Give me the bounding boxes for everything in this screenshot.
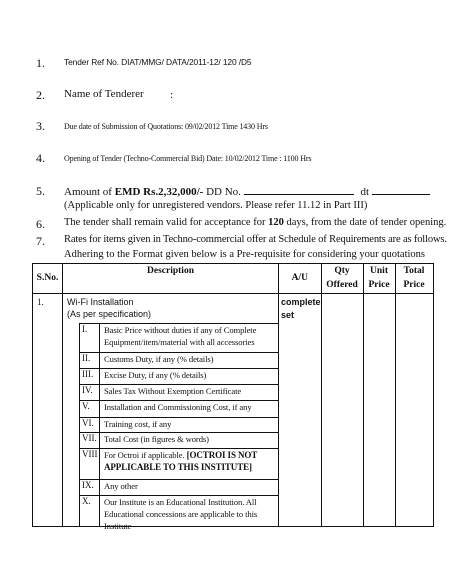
item-number-6: 6. [36,217,45,231]
item-title: Wi-Fi Installation (As per specification) [67,297,152,319]
list-item: VII. Total Cost (in figures & words) [80,432,278,448]
validity-line [64,217,446,228]
row-description [63,294,279,531]
item-number-5: 5. [36,184,45,198]
emd-amount-line [64,184,430,198]
rates-line-1: Rates for items given in Techno-commercial offer at Schedule of Requirements are as follows. [64,234,447,245]
list-item: II. Customs Duty, if any (% details) [80,352,278,368]
name-of-tenderer-colon: : [170,89,174,101]
name-of-tenderer-label: Name of Tenderer [64,88,144,100]
list-item: VI. Training cost, if any [80,417,278,432]
header-sno: S.No. [33,264,63,294]
requirements-table [32,263,434,531]
row-unit-price [363,294,395,527]
header-description: Description [63,264,279,294]
validity-days: 120 [268,217,284,228]
rates-line-2: Adhering to the Format given below is a Pre-requisite for considering your quotations [64,249,426,260]
tender-opening-date: Opening of Tender (Techno-Commercial Bid) Date: 10/02/2012 Time : 1100 Hrs [64,154,312,163]
item-number-4: 4. [36,151,45,165]
submission-due-date: Due date of Submission of Quotations: 09/02/2012 Time 1430 Hrs [64,122,268,131]
list-item: IX. Any other [80,479,278,495]
table-header-row [33,264,434,294]
validity-text-pre: The tender shall remain valid for acceptance for [64,217,269,228]
emd-text-pre: Amount of [64,186,115,198]
tender-ref-no: Tender Ref No. DIAT/MMG/ DATA/2011-12/ 120 /D5 [64,57,252,67]
list-item: V. Installation and Commissioning Cost, if any [80,400,278,417]
header-qty-offered: Qty Offered [321,264,363,294]
dd-no-blank [244,184,354,195]
header-unit-price: Unit Price [363,264,395,294]
list-item: I. Basic Price without duties if any of Complete Equipment/item/material with all accessories [80,324,278,352]
emd-text-post: DD No. [203,186,241,198]
row-qty-offered [321,294,363,527]
table-row [33,294,434,527]
row-sno: 1. [33,294,63,527]
dt-label: dt [360,186,369,198]
item-number-1: 1. [36,56,45,70]
list-item: X. Our Institute is an Educational Institution. All Educational concessions are applicable to this Institute [80,495,278,526]
row-total-price [395,294,433,527]
subitem-list [79,323,278,531]
emd-applicability-note: (Applicable only for unregistered vendors. Please refer 11.12 in Part III) [64,200,368,211]
item-number-2: 2. [36,88,45,102]
header-total-price: Total Price [395,264,433,294]
row-au: complete set [279,294,322,527]
list-item: III. Excise Duty, if any (% details) [80,368,278,384]
list-item: IV. Sales Tax Without Exemption Certificate [80,384,278,400]
item-number-3: 3. [36,119,45,133]
item-number-7: 7. [36,234,45,248]
header-au: A/U [279,264,322,294]
emd-amount: EMD Rs.2,32,000/- [114,186,204,198]
dt-blank [372,184,430,195]
validity-text-post: days, from the date of tender opening. [283,217,447,228]
list-item: VIII For Octroi if applicable. [OCTROI IS NOT APPLICABLE TO THIS INSTITUTE] [80,448,278,479]
